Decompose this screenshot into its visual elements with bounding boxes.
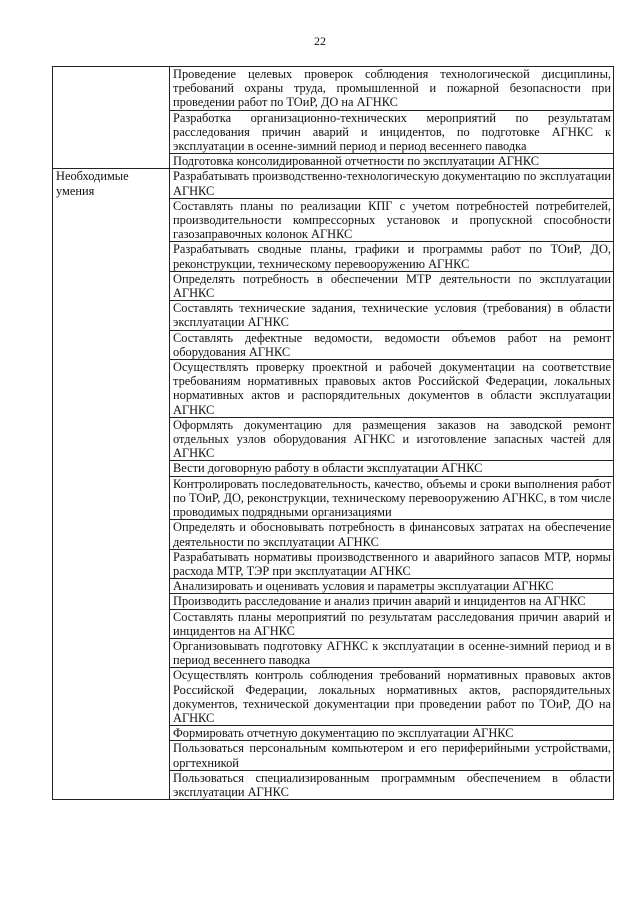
requirement-text: Определять потребность в обеспечении МТР деятельности по эксплуатации АГНКС <box>173 271 611 301</box>
table-cell <box>170 360 614 418</box>
requirement-text: Составлять дефектные ведомости, ведомости объемов работ на ремонт оборудования АГНКС <box>173 330 611 359</box>
table-cell <box>170 770 614 799</box>
table-row <box>53 67 614 111</box>
table-cell <box>170 638 614 667</box>
table-cell <box>170 520 614 549</box>
requirement-text: Вести договорную работу в области эксплуатации АГНКС <box>173 461 483 476</box>
table-cell <box>170 154 614 169</box>
table-cell <box>170 417 614 461</box>
table-cell <box>170 242 614 271</box>
requirement-text: Определять и обосновывать потребность в финансовых затратах на обеспечение деятельности по эксплуатации АГНКС <box>173 520 611 549</box>
requirement-text: Осуществлять контроль соблюдения требований нормативных правовых актов Российской Федерации, локальных нормативных актов, распорядительных документов, технической документации при проведении работ по ТОиР, ДО на АГНКС <box>173 668 611 725</box>
section-label <box>53 67 170 169</box>
requirements-table-body <box>53 67 614 800</box>
table-cell <box>170 579 614 594</box>
requirements-table <box>52 66 614 800</box>
table-cell <box>170 110 614 154</box>
requirement-text: Составлять технические задания, технические условия (требования) в области эксплуатации АГНКС <box>173 301 611 330</box>
requirement-text: Организовывать подготовку АГНКС к эксплуатации в осенне-зимний период и в период весеннего паводка <box>173 638 611 668</box>
requirement-text: Подготовка консолидированной отчетности по эксплуатации АГНКС <box>173 154 540 169</box>
requirement-text: Составлять планы мероприятий по результатам расследования причин аварий и инцидентов на АГНКС <box>173 609 611 638</box>
table-row <box>53 169 614 198</box>
section-label: Необходимые умения <box>53 169 170 800</box>
table-cell <box>170 549 614 578</box>
requirement-text: Разрабатывать сводные планы, графики и программы работ по ТОиР, ДО, реконструкции, техническому перевооружению АГНКС <box>173 242 611 271</box>
requirement-text: Проведение целевых проверок соблюдения технологической дисциплины, требований охраны труда, промышленной и пожарной безопасности при проведении работ по ТОиР, ДО на АГНКС <box>173 67 611 110</box>
requirement-text: Производить расследование и анализ причин аварий и инцидентов на АГНКС <box>173 594 586 609</box>
table-cell <box>170 668 614 726</box>
table-cell <box>170 726 614 741</box>
requirement-text: Анализировать и оценивать условия и параметры эксплуатации АГНКС <box>173 579 554 594</box>
table-cell <box>170 594 614 609</box>
requirement-text: Составлять планы по реализации КПГ с учетом потребностей потребителей, производительности компрессорных установок и пропускной способности газозаправочных колонок АГНКС <box>173 198 611 242</box>
requirement-text: Разрабатывать нормативы производственного и аварийного запасов МТР, нормы расхода МТР, ТЭР при эксплуатации АГНКС <box>173 549 611 578</box>
table-cell <box>170 67 614 111</box>
table-cell <box>170 301 614 330</box>
requirement-text: Пользоваться персональным компьютером и его периферийными устройствами, оргтехникой <box>173 741 611 770</box>
requirement-text: Осуществлять проверку проектной и рабочей документации на соответствие требованиям нормативных правовых актов Российской Федерации, локальных нормативных актов и распорядительных документов в области эксплуатации АГНКС <box>173 360 611 417</box>
requirement-text: Разработка организационно-технических мероприятий по результатам расследования причин аварий и инцидентов, по подготовке АГНКС к эксплуатации в осенне-зимний период и период весеннего паводка <box>173 110 611 154</box>
table-cell <box>170 198 614 242</box>
table-cell <box>170 271 614 300</box>
requirement-text: Пользоваться специализированным программным обеспечением в области эксплуатации АГНКС <box>173 770 611 799</box>
table-cell <box>170 741 614 770</box>
table-cell <box>170 476 614 520</box>
requirement-text: Контролировать последовательность, качество, объемы и сроки выполнения работ по ТОиР, ДО, реконструкции, техническому перевооружению АГНКС, в том числе проводимых подрядными организациями <box>173 476 611 520</box>
page-number: 22 <box>314 34 326 48</box>
table-cell <box>170 461 614 476</box>
table-cell <box>170 330 614 359</box>
table-cell <box>170 169 614 198</box>
requirement-text: Формировать отчетную документацию по эксплуатации АГНКС <box>173 726 514 741</box>
table-cell <box>170 609 614 638</box>
requirement-text: Разрабатывать производственно-технологическую документацию по эксплуатации АГНКС <box>173 169 611 198</box>
requirement-text: Оформлять документацию для размещения заказов на заводской ремонт отдельных узлов оборудования АГНКС и изготовление запасных частей для АГНКС <box>173 417 611 461</box>
